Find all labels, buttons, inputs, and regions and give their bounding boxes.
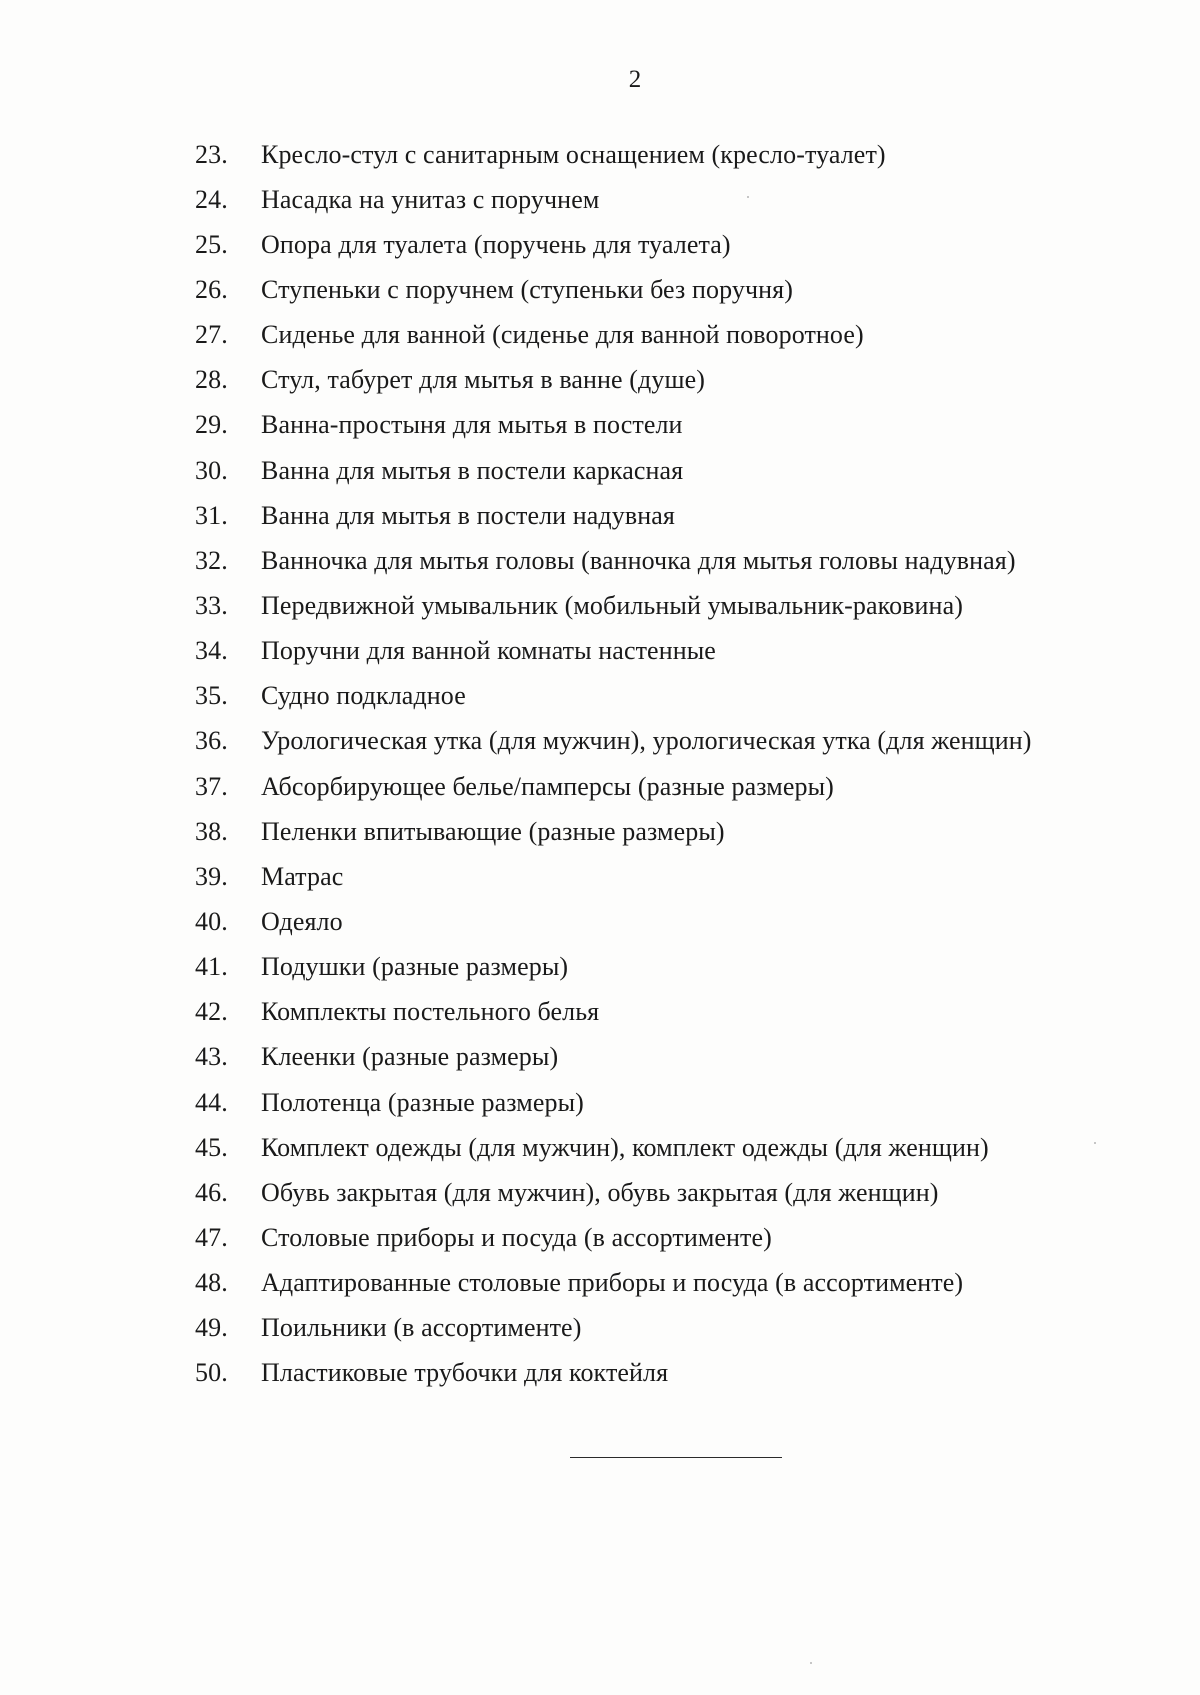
list-item-number: 39. <box>195 861 228 891</box>
list-item-number: 49. <box>195 1313 228 1343</box>
list-item-text: Поильники (в ассортименте) <box>261 1313 582 1343</box>
list-item-text: Кресло-стул с санитарным оснащением (кресло-туалет) <box>261 139 886 169</box>
list-item-number: 26. <box>195 274 228 304</box>
list-item-text: Ванна для мытья в постели надувная <box>261 500 675 530</box>
list-item-text: Ванночка для мытья головы (ванночка для мытья головы надувная) <box>261 545 1016 575</box>
list-item <box>195 313 1155 358</box>
list-item-number: 43. <box>195 1042 228 1072</box>
list-item-number: 50. <box>195 1358 228 1388</box>
list-item-number: 41. <box>195 952 228 982</box>
list-item-number: 47. <box>195 1222 228 1252</box>
list-item <box>195 538 1155 583</box>
list-item-text: Ванна-простыня для мытья в постели <box>261 410 683 440</box>
list-item-text: Поручни для ванной комнаты настенные <box>261 636 716 666</box>
list-item-text: Опора для туалета (поручень для туалета) <box>261 229 731 259</box>
list-item-text: Адаптированные столовые приборы и посуда (в ассортименте) <box>261 1268 964 1298</box>
scan-speck <box>810 1662 812 1664</box>
list-item-number: 45. <box>195 1132 228 1162</box>
list-item <box>195 583 1155 628</box>
list-item-text: Урологическая утка (для мужчин), урологическая утка (для женщин) <box>261 726 1032 756</box>
list-item-text: Комплекты постельного белья <box>261 997 600 1027</box>
list-item-number: 46. <box>195 1177 228 1207</box>
list-item-number: 30. <box>195 455 228 485</box>
page-number: 2 <box>628 66 642 93</box>
list-item <box>195 1351 1155 1396</box>
list-item <box>195 629 1155 674</box>
list-item-number: 24. <box>195 184 228 214</box>
list-item <box>195 945 1155 990</box>
list-item-text: Ступеньки с поручнем (ступеньки без поручня) <box>261 274 793 304</box>
list-item <box>195 403 1155 448</box>
list-item-text: Насадка на унитаз с поручнем <box>261 184 600 214</box>
list-item <box>195 1080 1155 1125</box>
list-item <box>195 854 1155 899</box>
list-item <box>195 1170 1155 1215</box>
list-item-number: 27. <box>195 320 228 350</box>
equipment-list <box>195 132 1155 1396</box>
list-item-text: Полотенца (разные размеры) <box>261 1087 584 1117</box>
list-item <box>195 1125 1155 1170</box>
list-item <box>195 990 1155 1035</box>
list-item-text: Комплект одежды (для мужчин), комплект одежды (для женщин) <box>261 1132 989 1162</box>
list-item-text: Матрас <box>261 861 344 891</box>
list-item <box>195 1261 1155 1306</box>
list-item-number: 32. <box>195 545 228 575</box>
list-item-text: Клеенки (разные размеры) <box>261 1042 559 1072</box>
list-item <box>195 222 1155 267</box>
list-item <box>195 448 1155 493</box>
scan-speck <box>1094 1142 1096 1144</box>
list-item <box>195 719 1155 764</box>
list-item-number: 25. <box>195 229 228 259</box>
list-item-number: 38. <box>195 816 228 846</box>
list-item <box>195 132 1155 177</box>
list-item-number: 28. <box>195 365 228 395</box>
list-item <box>195 177 1155 222</box>
list-item-text: Судно подкладное <box>261 681 466 711</box>
list-item <box>195 764 1155 809</box>
list-item-number: 34. <box>195 636 228 666</box>
end-of-list-rule <box>570 1457 782 1458</box>
list-item <box>195 899 1155 944</box>
list-item <box>195 267 1155 312</box>
list-item-text: Подушки (разные размеры) <box>261 952 569 982</box>
list-item <box>195 1215 1155 1260</box>
list-item-number: 31. <box>195 500 228 530</box>
list-item-text: Передвижной умывальник (мобильный умывальник-раковина) <box>261 590 963 620</box>
list-item-number: 40. <box>195 906 228 936</box>
list-item <box>195 358 1155 403</box>
list-item-text: Обувь закрытая (для мужчин), обувь закрытая (для женщин) <box>261 1177 939 1207</box>
list-item-number: 36. <box>195 726 228 756</box>
list-item-text: Пластиковые трубочки для коктейля <box>261 1358 669 1388</box>
list-item-text: Пеленки впитывающие (разные размеры) <box>261 816 725 846</box>
scan-speck <box>747 196 749 198</box>
list-item-number: 23. <box>195 139 228 169</box>
list-item-text: Сиденье для ванной (сиденье для ванной поворотное) <box>261 320 864 350</box>
list-item <box>195 1306 1155 1351</box>
list-item-number: 42. <box>195 997 228 1027</box>
list-item-text: Одеяло <box>261 906 343 936</box>
list-item <box>195 809 1155 854</box>
list-item-number: 48. <box>195 1268 228 1298</box>
list-item-number: 29. <box>195 410 228 440</box>
list-item-number: 37. <box>195 771 228 801</box>
list-item <box>195 493 1155 538</box>
list-item-number: 44. <box>195 1087 228 1117</box>
list-item-text: Абсорбирующее белье/памперсы (разные размеры) <box>261 771 834 801</box>
list-item <box>195 1035 1155 1080</box>
list-item-text: Ванна для мытья в постели каркасная <box>261 455 684 485</box>
list-item-number: 35. <box>195 681 228 711</box>
list-item-text: Столовые приборы и посуда (в ассортименте) <box>261 1222 772 1252</box>
list-item-number: 33. <box>195 590 228 620</box>
list-item <box>195 674 1155 719</box>
list-item-text: Стул, табурет для мытья в ванне (душе) <box>261 365 705 395</box>
